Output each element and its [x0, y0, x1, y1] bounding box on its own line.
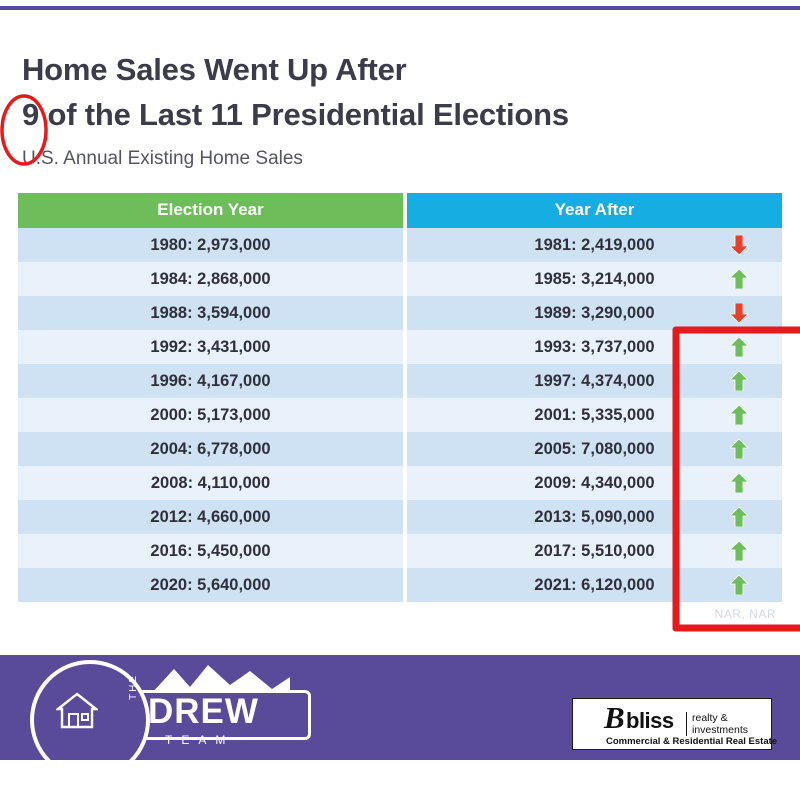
cell-year-after: 2001: 5,335,000 — [407, 398, 782, 432]
cell-election-year: 2000: 5,173,000 — [18, 398, 403, 432]
cell-year-after: 2017: 5,510,000 — [407, 534, 782, 568]
table-row — [18, 398, 782, 432]
arrow-up-icon — [730, 575, 748, 595]
table-header-row — [18, 193, 782, 228]
cell-election-year: 1988: 3,594,000 — [18, 296, 403, 330]
cell-year-after: 2021: 6,120,000 — [407, 568, 782, 602]
cell-election-year: 1984: 2,868,000 — [18, 262, 403, 296]
table-row — [18, 534, 782, 568]
cell-year-after: 2013: 5,090,000 — [407, 500, 782, 534]
column-header-election-year: Election Year — [18, 193, 403, 228]
cell-election-year: 2008: 4,110,000 — [18, 466, 403, 500]
table-row — [18, 568, 782, 602]
cell-year-after: 1981: 2,419,000 — [407, 228, 782, 262]
cell-year-after: 1993: 3,737,000 — [407, 330, 782, 364]
cell-election-year: 2016: 5,450,000 — [18, 534, 403, 568]
arrow-up-icon — [730, 473, 748, 493]
table-row — [18, 262, 782, 296]
page-title — [22, 48, 762, 138]
arrow-down-icon — [730, 235, 748, 255]
cell-election-year: 1980: 2,973,000 — [18, 228, 403, 262]
arrow-down-icon — [730, 303, 748, 323]
top-accent-rule — [0, 6, 800, 10]
arrow-up-icon — [730, 371, 748, 391]
sales-table-wrapper — [18, 193, 782, 602]
headline-line-2: 9 of the Last 11 Presidential Elections — [22, 96, 569, 132]
cell-year-after: 1989: 3,290,000 — [407, 296, 782, 330]
drew-name-label: DREW — [148, 692, 259, 731]
arrow-up-icon — [730, 507, 748, 527]
cell-election-year: 2020: 5,640,000 — [18, 568, 403, 602]
subtitle: U.S. Annual Existing Home Sales — [22, 148, 303, 169]
cell-year-after: 1985: 3,214,000 — [407, 262, 782, 296]
cell-year-after: 2005: 7,080,000 — [407, 432, 782, 466]
cell-year-after: 1997: 4,374,000 — [407, 364, 782, 398]
cell-year-after: 2009: 4,340,000 — [407, 466, 782, 500]
bliss-subtitle: realty & investments — [686, 712, 772, 736]
headline-line-1: Home Sales Went Up After — [22, 52, 407, 87]
source-note: NAR, NAR — [714, 607, 776, 621]
bliss-monogram: B — [604, 700, 625, 735]
arrow-up-icon — [730, 405, 748, 425]
table-row — [18, 500, 782, 534]
arrow-up-icon — [730, 269, 748, 289]
drew-team-label: TEAM — [165, 733, 235, 747]
table-body — [18, 228, 782, 602]
table-row — [18, 228, 782, 262]
table-row — [18, 296, 782, 330]
cell-election-year: 2012: 4,660,000 — [18, 500, 403, 534]
cell-election-year: 1992: 3,431,000 — [18, 330, 403, 364]
table-row — [18, 466, 782, 500]
footer-white-strip — [0, 760, 800, 800]
table-head — [18, 193, 782, 228]
arrow-up-icon — [730, 337, 748, 357]
table-row — [18, 432, 782, 466]
house-icon — [56, 690, 98, 730]
table-row — [18, 364, 782, 398]
sales-table — [18, 193, 782, 602]
column-header-year-after: Year After — [407, 193, 782, 228]
bliss-tagline: Commercial & Residential Real Estate — [606, 736, 778, 747]
arrow-up-icon — [730, 541, 748, 561]
cell-election-year: 2004: 6,778,000 — [18, 432, 403, 466]
cell-election-year: 1996: 4,167,000 — [18, 364, 403, 398]
bliss-wordmark: bliss — [626, 708, 674, 733]
drew-the-label: THE — [128, 674, 139, 700]
arrow-up-icon — [730, 439, 748, 459]
table-row — [18, 330, 782, 364]
